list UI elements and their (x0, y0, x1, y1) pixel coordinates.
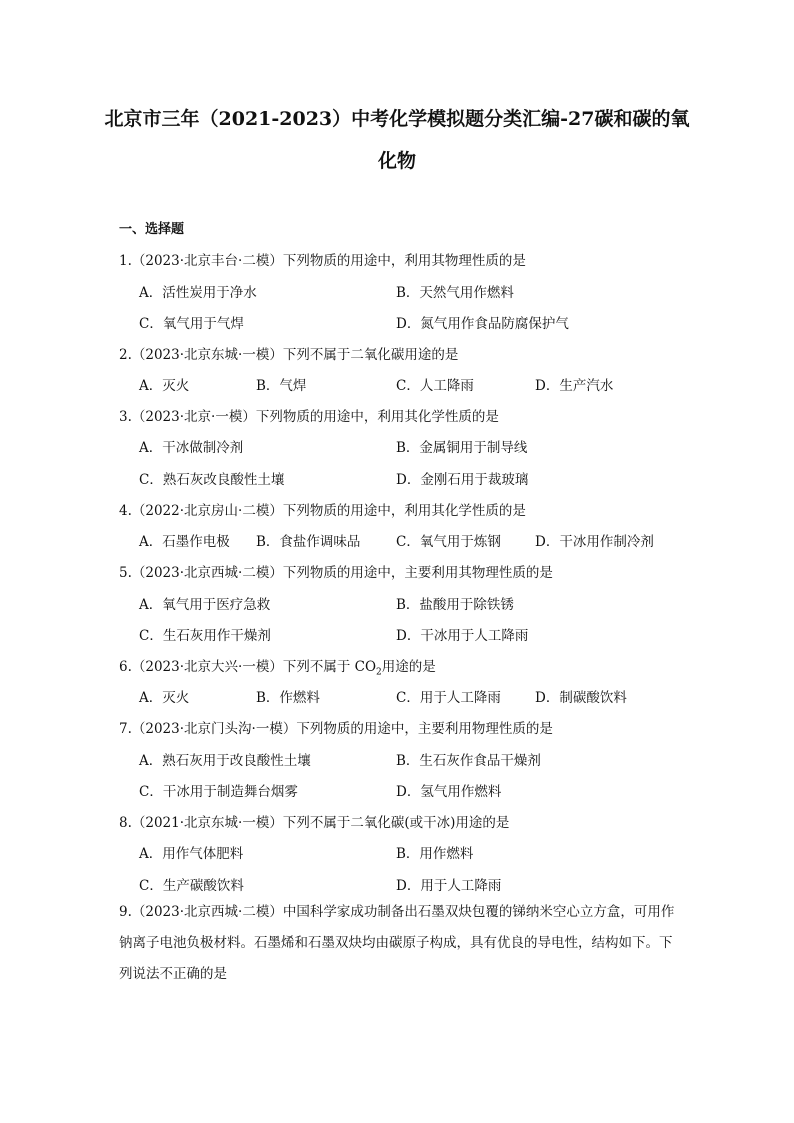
question-6-option-c: C．用于人工降雨 (396, 690, 501, 706)
section-heading: 一、选择题 (119, 222, 185, 237)
question-6-stem-post: 用途的是 (381, 659, 436, 675)
question-5-option-c: C．生石灰用作干燥剂 (139, 628, 271, 644)
question-1-option-c: C．氧气用于气焊 (139, 316, 244, 332)
question-4-option-a: A．石墨作电极 (139, 534, 230, 550)
question-6-option-d: D．制碳酸饮料 (535, 690, 627, 706)
question-1-option-b: B．天然气用作燃料 (396, 285, 514, 301)
question-3-stem: 3.（2023·北京·一模）下列物质的用途中，利用其化学性质的是 (119, 409, 499, 425)
question-2-option-c: C．人工降雨 (396, 378, 474, 394)
question-4-option-d: D．干冰用作制冷剂 (535, 534, 654, 550)
question-2-stem: 2.（2023·北京东城·一模）下列不属于二氧化碳用途的是 (119, 347, 459, 363)
question-1-option-a: A．活性炭用于净水 (139, 285, 257, 301)
question-6-option-a: A．灭火 (139, 690, 190, 706)
question-7-option-d: D．氢气用作燃料 (396, 784, 502, 800)
question-8-option-c: C．生产碳酸饮料 (139, 878, 244, 894)
document-title: 北京市三年（2021-2023）中考化学模拟题分类汇编-27碳和碳的氧化物 (104, 108, 690, 172)
question-8-option-b: B．用作燃料 (396, 846, 474, 862)
question-3-option-d: D．金刚石用于裁玻璃 (396, 472, 529, 488)
question-6-stem-pre: 6.（2023·北京大兴·一模）下列不属于 CO (119, 659, 377, 675)
question-8-option-d: D．用于人工降雨 (396, 878, 502, 894)
question-7-option-c: C．干冰用于制造舞台烟雾 (139, 784, 298, 800)
question-8-option-a: A．用作气体肥料 (139, 846, 244, 862)
question-5-option-d: D．干冰用于人工降雨 (396, 628, 529, 644)
question-5-stem: 5.（2023·北京西城·二模）下列物质的用途中，主要利用其物理性质的是 (119, 565, 553, 581)
question-6-stem (119, 655, 436, 678)
question-1-option-d: D．氮气用作食品防腐保护气 (396, 316, 569, 332)
question-5-option-a: A．氧气用于医疗急救 (139, 597, 271, 613)
question-4-option-b: B．食盐作调味品 (256, 534, 361, 550)
question-3-option-c: C．熟石灰改良酸性土壤 (139, 472, 285, 488)
question-2-option-a: A．灭火 (139, 378, 190, 394)
question-4-option-c: C．氧气用于炼钢 (396, 534, 501, 550)
question-2-option-d: D．生产汽水 (535, 378, 614, 394)
question-1-stem: 1.（2023·北京丰台·二模）下列物质的用途中，利用其物理性质的是 (119, 253, 526, 269)
question-4-stem: 4.（2022·北京房山·二模）下列物质的用途中，利用其化学性质的是 (119, 503, 526, 519)
question-6-option-b: B．作燃料 (256, 690, 320, 706)
question-9-text: 9.（2023·北京西城·二模）中国科学家成功制备出石墨双炔包覆的锑纳米空心立方盒，可用作钠离子电池负极材料。石墨烯和石墨双炔均由碳原子构成，具有优良的导电性，结构如下。下列说法不正确的是 (119, 904, 675, 982)
question-2-option-b: B．气焊 (256, 378, 307, 394)
question-8-stem: 8.（2021·北京东城·一模）下列不属于二氧化碳(或干冰)用途的是 (119, 815, 510, 831)
question-7-option-a: A．熟石灰用于改良酸性土壤 (139, 753, 311, 769)
question-3-option-b: B．金属铜用于制导线 (396, 440, 528, 456)
co2-subscript: 2 (376, 667, 382, 678)
question-7-stem: 7.（2023·北京门头沟·一模）下列物质的用途中，主要利用物理性质的是 (119, 721, 553, 737)
question-5-option-b: B．盐酸用于除铁锈 (396, 597, 514, 613)
question-3-option-a: A．干冰做制冷剂 (139, 440, 244, 456)
question-7-option-b: B．生石灰作食品干燥剂 (396, 753, 541, 769)
